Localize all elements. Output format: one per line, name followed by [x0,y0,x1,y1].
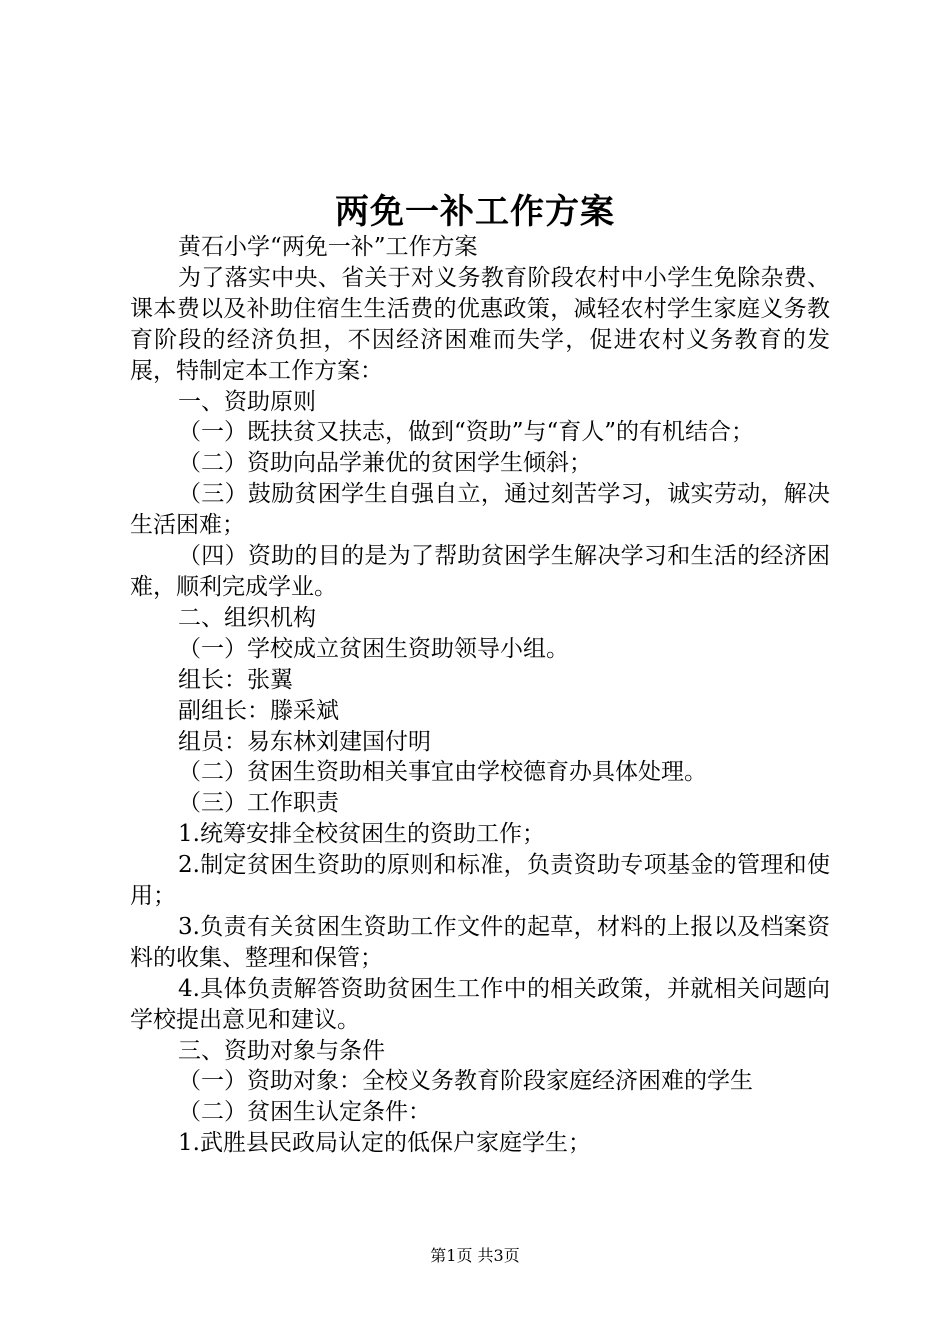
paragraph-org-3: （三）工作职责 [178,790,339,817]
paragraph-duty-2: 2.制定贫困生资助的原则和标准，负责资助专项基金的管理和使用； [130,852,830,910]
paragraph-duty-1: 1.统筹安排全校贫困生的资助工作； [178,821,545,848]
paragraph-duty-3: 3.负责有关贫困生资助工作文件的起草，材料的上报以及档案资料的收集、整理和保管； [130,913,830,971]
section-heading-targets: 三、资助对象与条件 [178,1037,385,1064]
paragraph-subtitle: 黄石小学“两免一补”工作方案 [178,234,478,260]
paragraph-org-2: （二）贫困生资助相关事宜由学校德育办具体处理。 [178,759,707,786]
paragraph-principle-4: （四）资助的目的是为了帮助贫困学生解决学习和生活的经济困难，顺利完成学业。 [130,543,830,600]
paragraph-leader: 组长：张翼 [178,666,293,693]
page-footer: 第1页 共3页 [430,1246,520,1265]
document-title: 两免一补工作方案 [335,192,615,232]
paragraph-duty-4: 4.具体负责解答资助贫困生工作中的相关政策，并就相关问题向学校提出意见和建议。 [130,975,830,1033]
section-heading-organization: 二、组织机构 [178,604,316,631]
paragraph-condition-1: 1.武胜县民政局认定的低保户家庭学生； [178,1130,591,1157]
paragraph-intro: 为了落实中央、省关于对义务教育阶段农村中小学生免除杂费、课本费以及补助住宿生生活费的优惠政策，减轻农村学生家庭义务教育阶段的经济负担，不因经济困难而失学，促进农村义务教育的发展，特制定本工作方案： [130,264,830,384]
paragraph-deputy-leader: 副组长：滕采斌 [178,697,339,724]
paragraph-target-2: （二）贫困生认定条件： [178,1099,431,1126]
paragraph-target-1: （一）资助对象：全校义务教育阶段家庭经济困难的学生 [178,1068,753,1095]
paragraph-principle-3: （三）鼓励贫困学生自强自立，通过刻苦学习，诚实劳动，解决生活困难； [130,481,830,539]
document-body [130,232,830,1159]
paragraph-org-1: （一）学校成立贫困生资助领导小组。 [178,635,569,662]
paragraph-members: 组员：易东林刘建国付明 [178,728,431,755]
section-heading-principles: 一、资助原则 [178,388,316,415]
paragraph-principle-1: （一）既扶贫又扶志，做到“资助”与“育人”的有机结合； [178,419,755,446]
paragraph-principle-2: （二）资助向品学兼优的贫困学生倾斜； [178,450,592,477]
